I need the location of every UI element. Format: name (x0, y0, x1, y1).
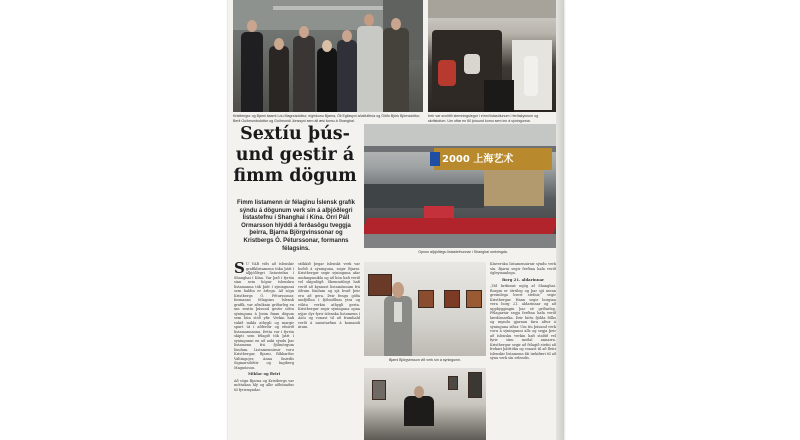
body-text-2: stökkið þegar íslenskt verk var boðið á sýninguna, segir Bjarni. Kristbergur segir sýninguna afar umfangsmikla og að hún hafi verið vel skipulögð. Skemmtilegt hafi verið að kynnast listamönnum frá öðrum löndum og sjá hvað þeir eru að gera. Þeir fengu góða umfjöllun í fjölmiðlum ytra og vöktu verkin athygli gesta. Kristbergur segir sýninguna opna nýjar dyr fyrir íslenska listamenn í Asíu og vonast til að framhald verði á samstarfinu á komandi árum. (298, 262, 360, 329)
exhibition-photo-caption: Opnun alþjóðlegu listastefnunnar í Shanghai umkringda. (418, 250, 508, 254)
body-text-1b: Að sögn Bjarna og Kristbergs var móttakan hlý og allir aðbúnaður til fyrirmyndar. (234, 378, 294, 392)
bjarni-photo (364, 262, 486, 356)
page-edge (556, 0, 564, 440)
body-text-3: Kínversku listamennirnir sýndu verk sín. Bjarni segir ferðina hafa verið ógleymanlega. (490, 262, 556, 275)
body-text-3b: „Við hrifumst mjög af Shanghai. Borgin er ótrúleg og þar sjá menn greinilega hvert stefnir,“ segir Kristbergur. Hann segir borgina vera borg 21. aldarinnar og að uppbyggingin þar sé gríðarleg. Félagarnir segja ferðina hafa verið lærdómsríka. Þeir hittu fjölda fólks og myndu gjarnan fara aftur á sýninguna síðar. Um tíu þúsund verk voru á sýningunni alls og segja þeir að íslensku verkin hafi staðið vel fyrir sínu meðal annarra. Kristbergur segir að félagið stefni að frekari þátttöku og vonast til að fleiri íslenskir listamenn fái tækifæri til að sýna verk sín erlendis. (490, 284, 556, 360)
subhead-3: Borg 21. aldarinnar (501, 276, 545, 282)
headline: Sextíu þús-und gestir á fimm dögum (233, 124, 357, 186)
drop-cap: S (234, 262, 245, 277)
newspaper-page (228, 0, 564, 440)
body-text-1: Ú VAR viðs að íslenskir grafíklistamenn tóku þátt í alþjóðlegri listastefnu í Shanghai í Kína. Var það í fyrsta sinn sem hópur íslenskra listamanna tók þátt í sýningunni sem haldin er árlega. Að sögn Kristbergs Ó. Péturssonar, formanns félagsins Íslensk grafík, var aðsóknin gríðarleg en um sextíu þúsund gestir sóttu sýninguna á þeim fimm dögum sem hún stóð yfir. Verkin hafi vakið mikla athygli og margir spurt út í aðferðir og efnivið listamannanna. Þetta var í fyrsta skipti sem félagið tók þátt í sýningunni en að auki sýndu þar listamenn frá fjölmörgum löndum. Listamennirnir voru Kristbergur, Bjarni, Ríkharður Valtingojer, Anna Snædís Sigmarsdóttir og Ingiberg Magnússon. (234, 262, 294, 370)
body-column-3 (490, 262, 556, 440)
body-column-1 (234, 262, 294, 440)
artist-photo (364, 368, 486, 440)
subhead-1: Miklar og fleiri (247, 371, 281, 376)
body-column-2 (298, 262, 360, 440)
group-photo-caption: Kristbergur og Bjarni ásamt Lóu Magnúsdóttur, eiginkonu Bjarna, Óli Egilssyni aðalfulltrúa og Ólöfu Björk Björnsdóttur, Berit Guðmundsdóttur og Guðmundi Jónssyni sem áll æsi komu á Shanghai. (233, 114, 421, 123)
hall-photo-caption: Þeir var svolítið stemningslegur í einni listasölunum í ferðakynnum og skrifstofum. Um oftar en 60 þúsund komu sem inn á sýningunna. (428, 114, 539, 123)
group-photo (233, 0, 423, 112)
bjarni-photo-caption: Bjarni Björgvinsson við verk sín á sýningunni. (388, 358, 462, 362)
lede: Fimm listamenn úr félaginu Íslensk grafík sýndu á dögunum verk sín á alþjóðlegri listastefnu í Shanghai í Kína. Orri Páll Ormarsson hlýddi á ferðasögu tveggja þeirra, Bjarna Björgvinssonar og Kristbergs Ó. Péturssonar, formanns félagsins. (236, 200, 356, 252)
exhibition-sign: 2000 上海艺术 (442, 154, 514, 165)
exhibition-photo (364, 124, 556, 248)
hall-photo (428, 0, 556, 112)
